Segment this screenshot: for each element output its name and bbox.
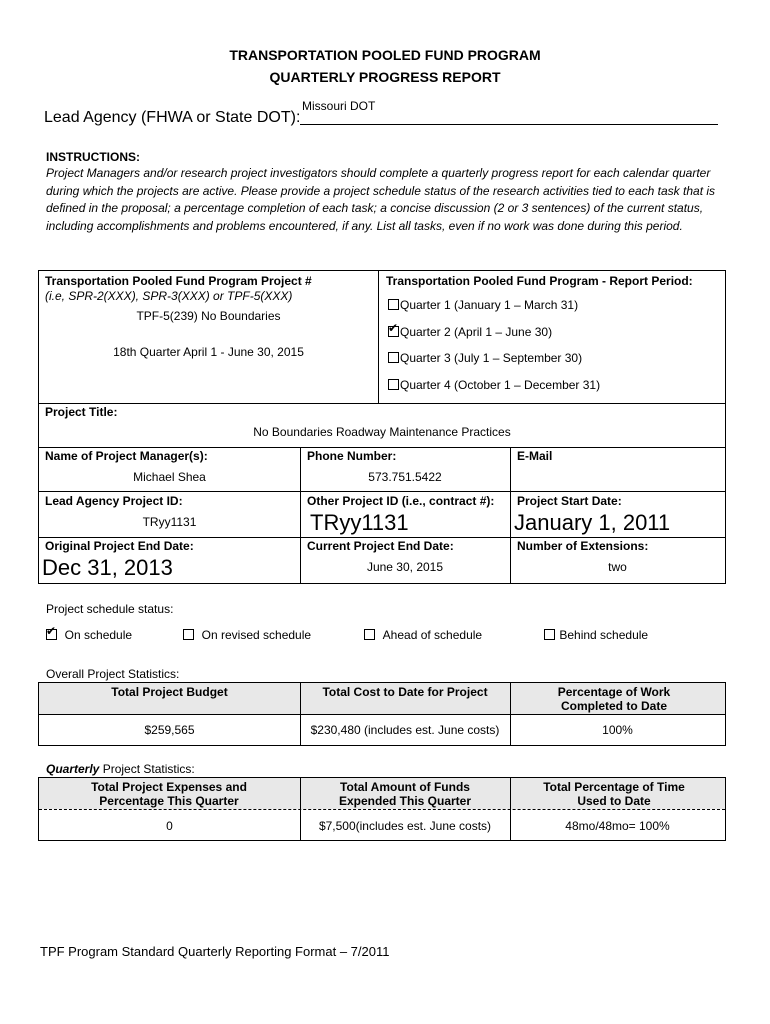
project-info-box <box>38 270 726 584</box>
extensions-value[interactable]: two <box>608 560 627 574</box>
quarter-4-option[interactable]: Quarter 4 (October 1 – December 31) <box>388 378 600 392</box>
project-quarter-value[interactable]: 18th Quarter April 1 - June 30, 2015 <box>113 345 304 359</box>
other-id-value[interactable]: TRyy1131 <box>310 510 409 535</box>
project-number-value[interactable]: TPF-5(239) No Boundaries <box>136 309 281 323</box>
behind-schedule-checkbox[interactable] <box>544 629 555 640</box>
current-end-label: Current Project End Date: <box>307 539 454 553</box>
quarterly-stats-label: Quarterly Project Statistics: <box>46 762 195 776</box>
overall-percent-value[interactable]: 100% <box>602 723 633 737</box>
overall-percent-header: Percentage of Work Completed to Date <box>557 685 671 713</box>
overall-stats-label: Overall Project Statistics: <box>46 667 180 681</box>
quarter-4-checkbox[interactable] <box>388 379 399 390</box>
overall-budget-value[interactable]: $259,565 <box>144 723 195 737</box>
orig-end-value[interactable]: Dec 31, 2013 <box>42 555 173 580</box>
project-number-hint: (i.e, SPR-2(XXX), SPR-3(XXX) or TPF-5(XXX) <box>45 289 293 303</box>
report-title-line1: TRANSPORTATION POOLED FUND PROGRAM <box>229 47 541 63</box>
ahead-schedule-option[interactable]: Ahead of schedule <box>364 628 482 642</box>
on-schedule-checkbox[interactable] <box>46 629 57 640</box>
lead-agency-underline <box>300 124 718 125</box>
overall-budget-header: Total Project Budget <box>111 685 228 699</box>
quarterly-expenses-header: Total Project Expenses and Percentage This Quarter <box>91 780 247 808</box>
quarterly-funds-header: Total Amount of Funds Expended This Quarter <box>338 780 472 808</box>
manager-value[interactable]: Michael Shea <box>133 470 206 484</box>
lead-agency-value[interactable]: Missouri DOT <box>302 99 376 113</box>
instructions-heading: INSTRUCTIONS: <box>46 150 140 164</box>
instructions-body: Project Managers and/or research project investigators should complete a quarterly progress report for each calendar quarter during which the projects are active. Please provide a project schedule status of the research activities tied to each task that is defined in the proposal; a percentage completion of each task; a concise discussion (2 or 3 sentences) of the current status, including accomplishments and problems encountered, if any. List all tasks, even if no work was done during this period. <box>46 166 716 233</box>
schedule-status-label: Project schedule status: <box>46 602 174 616</box>
lead-id-label: Lead Agency Project ID: <box>45 494 183 508</box>
overall-cost-value[interactable]: $230,480 (includes est. June costs) <box>310 723 500 737</box>
on-schedule-option[interactable]: ✔ On schedule <box>46 628 132 642</box>
revised-schedule-checkbox[interactable] <box>183 629 194 640</box>
report-title-line2: QUARTERLY PROGRESS REPORT <box>269 69 501 85</box>
quarter-3-option[interactable]: Quarter 3 (July 1 – September 30) <box>388 351 582 365</box>
quarter-2-option[interactable]: ✔Quarter 2 (April 1 – June 30) <box>388 325 552 339</box>
extensions-label: Number of Extensions: <box>517 539 649 553</box>
project-title-label: Project Title: <box>45 405 118 419</box>
quarterly-time-header: Total Percentage of Time Used to Date <box>543 780 685 808</box>
quarter-1-checkbox[interactable] <box>388 299 399 310</box>
orig-end-label: Original Project End Date: <box>45 539 194 553</box>
project-number-label: Transportation Pooled Fund Program Project # <box>45 274 312 288</box>
phone-value[interactable]: 573.751.5422 <box>368 470 442 484</box>
revised-schedule-option[interactable]: On revised schedule <box>183 628 311 642</box>
quarter-3-checkbox[interactable] <box>388 352 399 363</box>
start-date-label: Project Start Date: <box>517 494 622 508</box>
lead-agency-label: Lead Agency (FHWA or State DOT): <box>44 109 301 126</box>
overall-stats-table <box>38 682 726 746</box>
quarterly-funds-value[interactable]: $7,500(includes est. June costs) <box>318 819 492 833</box>
quarterly-expenses-value[interactable]: 0 <box>166 819 173 833</box>
ahead-schedule-checkbox[interactable] <box>364 629 375 640</box>
quarterly-time-value[interactable]: 48mo/48mo= 100% <box>565 819 670 833</box>
phone-label: Phone Number: <box>307 449 397 463</box>
footer-text: TPF Program Standard Quarterly Reporting Format – 7/2011 <box>40 944 390 959</box>
manager-label: Name of Project Manager(s): <box>45 449 208 463</box>
project-title-value[interactable]: No Boundaries Roadway Maintenance Practices <box>253 425 511 439</box>
quarter-1-option[interactable]: Quarter 1 (January 1 – March 31) <box>388 298 578 312</box>
quarterly-stats-table <box>38 777 726 841</box>
other-id-label: Other Project ID (i.e., contract #): <box>307 494 495 508</box>
current-end-value[interactable]: June 30, 2015 <box>366 560 444 574</box>
start-date-value[interactable]: January 1, 2011 <box>514 510 671 535</box>
behind-schedule-option[interactable]: Behind schedule <box>544 628 648 642</box>
lead-id-value[interactable]: TRyy1131 <box>142 515 197 529</box>
overall-cost-header: Total Cost to Date for Project <box>322 685 488 699</box>
report-period-label: Transportation Pooled Fund Program - Report Period: <box>386 274 693 288</box>
email-label: E-Mail <box>517 449 553 463</box>
quarter-2-checkbox[interactable] <box>388 326 399 337</box>
